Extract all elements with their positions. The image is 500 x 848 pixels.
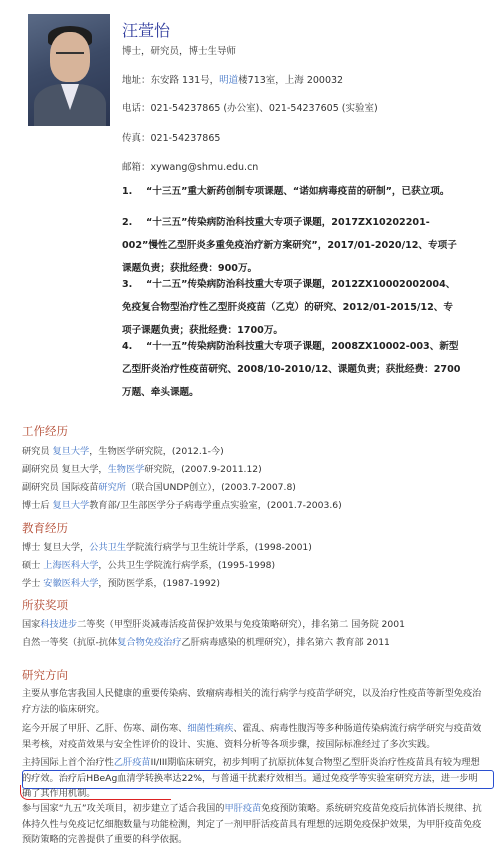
edu-item: [22, 539, 312, 553]
address-suffix: 楼713室，上海 200032: [238, 75, 344, 86]
award-text: 乙肝病毒感染的机理研究），排名第六 教育部 2011: [181, 637, 390, 648]
project-text: “十三五”重大新药创制专项课题、“诺如病毒疫苗的研制”，已获立项。: [146, 186, 450, 197]
work-section-title: 工作经历: [22, 424, 68, 438]
work-item: [22, 479, 296, 493]
profile-phone: 电话：021-54237865 (办公室)、021-54237605 (实验室): [122, 103, 378, 114]
edu-text: 博士 复旦大学，: [22, 542, 90, 553]
research-text: 主持国际上首个治疗性: [22, 757, 114, 768]
edu-text: 学院流行病学与卫生统计学系，(1998-2001): [125, 542, 312, 553]
research-text: II/III期临床研究，初步判明了抗原抗体复合物型乙型肝炎治疗性疫苗具有较为理想的疗效。治疗后HBeAg血清学转换率达22%，与普通干扰素疗效相当。通过免疫学等实验室研究方法，进一步明确了其作用机制。: [22, 757, 480, 799]
award-link[interactable]: 科技进步: [40, 619, 78, 630]
award-item: [22, 616, 405, 630]
edu-text: ，公共卫生学院流行病学系，(1995-1998): [98, 560, 276, 571]
research-text: 参与国家“九五”攻关项目，初步建立了适合我国的: [22, 803, 225, 814]
project-item: [122, 273, 462, 342]
project-text: “十一五”传染病防治科技重大专项子课题，2008ZX10002-003、新型乙型肝炎治疗性疫苗研究、2008/10-2010/12、课题负责；获批经费：2700万题、牵头课题。: [122, 341, 461, 398]
project-num: 3.: [122, 279, 133, 290]
work-link[interactable]: 复旦大学: [52, 446, 90, 457]
award-link[interactable]: 复合物免疫治疗: [117, 637, 182, 648]
research-link[interactable]: 乙肝疫苗: [113, 757, 151, 768]
research-section-title: 研究方向: [22, 668, 68, 682]
project-num: 2.: [122, 217, 133, 228]
project-text: “十三五”传染病防治科技重大专项子课题，2017ZX10202201-002”慢性乙型肝炎多重免疫治疗新方案研究”，2017/01-2020/12、专项子课题负责；获批经费：900万。: [122, 217, 457, 274]
research-text: 免疫预防策略。系统研究疫苗免疫后抗体消长规律、抗体持久性与免疫记忆细胞数量与功能检测，判定了一剂甲肝活疫苗具有理想的远期免疫保护效果，为甲肝疫苗免疫预防策略的完善提供了重要的科学依据。: [22, 803, 482, 845]
award-text: 国家: [22, 619, 41, 630]
edu-text: ，预防医学系，(1987-1992): [98, 578, 220, 589]
research-text: 迄今开展了甲肝、乙肝、伤寒、副伤寒、: [22, 723, 188, 734]
award-text: 自然一等奖（抗原-抗体: [22, 637, 118, 648]
photo-glasses: [56, 52, 84, 60]
project-num: 1.: [122, 186, 133, 197]
research-link[interactable]: 细菌性痢疾: [187, 723, 234, 734]
work-text: 教育部/卫生部医学分子病毒学重点实验室，(2001.7-2003.6): [89, 500, 342, 511]
work-item: [22, 497, 342, 511]
work-item: [22, 443, 224, 457]
research-link[interactable]: 甲肝疫苗: [224, 803, 262, 814]
work-link[interactable]: 复旦大学: [52, 500, 90, 511]
profile-name: 汪萱怡: [122, 21, 171, 40]
project-item: [122, 180, 462, 203]
research-paragraph-1: 主要从事危害我国人民健康的重要传染病、致瘤病毒相关的流行病学与疫苗学研究，以及治疗性疫苗等新型免疫治疗方法的临床研究。: [22, 688, 482, 715]
address-link[interactable]: 明道: [219, 75, 239, 86]
profile-titles: 博士，研究员，博士生导师: [122, 46, 237, 57]
project-num: 4.: [122, 341, 133, 352]
research-paragraph-4: [22, 801, 482, 848]
address-prefix: 地址：东安路 131号，: [122, 75, 220, 86]
award-text: 二等奖（甲型肝炎减毒活疫苗保护效果与免疫策略研究），排名第二 国务院 2001: [77, 619, 405, 630]
research-paragraph-2: [22, 721, 482, 752]
edu-section-title: 教育经历: [22, 521, 68, 535]
award-item: [22, 634, 390, 648]
profile-photo: [28, 14, 110, 126]
edu-text: 硕士: [22, 560, 44, 571]
edu-link[interactable]: 公共卫生: [89, 542, 126, 553]
profile-fax: 传真：021-54237865: [122, 133, 221, 144]
research-text: 、霍乱、病毒性腹泻等多种肠道传染病流行病学研究与疫苗效果考核，对疫苗效果与安全性评价的设计、实施、资料分析等各项步骤，按国际标准经过了多次实践。: [22, 723, 482, 750]
project-text: “十二五”传染病防治科技重大专项子课题，2012ZX10002002004、免疫复合物型治疗性乙型肝炎疫苗（乙克）的研究、2012/01-2015/12、专项子课题负责；获批经费：1700万。: [122, 279, 456, 336]
work-item: [22, 461, 262, 475]
awards-section-title: 所获奖项: [22, 598, 68, 612]
work-text: （联合国UNDP创立），(2003.7-2007.8): [125, 482, 296, 493]
work-text: 博士后: [22, 500, 53, 511]
work-text: 副研究员 国际疫苗: [22, 482, 99, 493]
profile-address: [122, 72, 343, 86]
edu-item: [22, 557, 275, 571]
work-text: 副研究员 复旦大学，: [22, 464, 108, 475]
edu-item: [22, 575, 220, 589]
edu-text: 学士: [22, 578, 44, 589]
work-text: 研究院，(2007.9-2011.12): [144, 464, 262, 475]
edu-link[interactable]: 安徽医科大学: [43, 578, 99, 589]
work-link[interactable]: 生物医学: [107, 464, 145, 475]
work-text: 研究员: [22, 446, 53, 457]
edu-link[interactable]: 上海医科大学: [43, 560, 99, 571]
work-link[interactable]: 研究所: [98, 482, 126, 493]
research-paragraph-3: [22, 755, 482, 802]
profile-email: 邮箱：xywang@shmu.edu.cn: [122, 162, 259, 173]
project-item: [122, 211, 462, 280]
work-text: ，生物医学研究院，(2012.1-今): [89, 446, 224, 457]
project-item: [122, 335, 462, 404]
